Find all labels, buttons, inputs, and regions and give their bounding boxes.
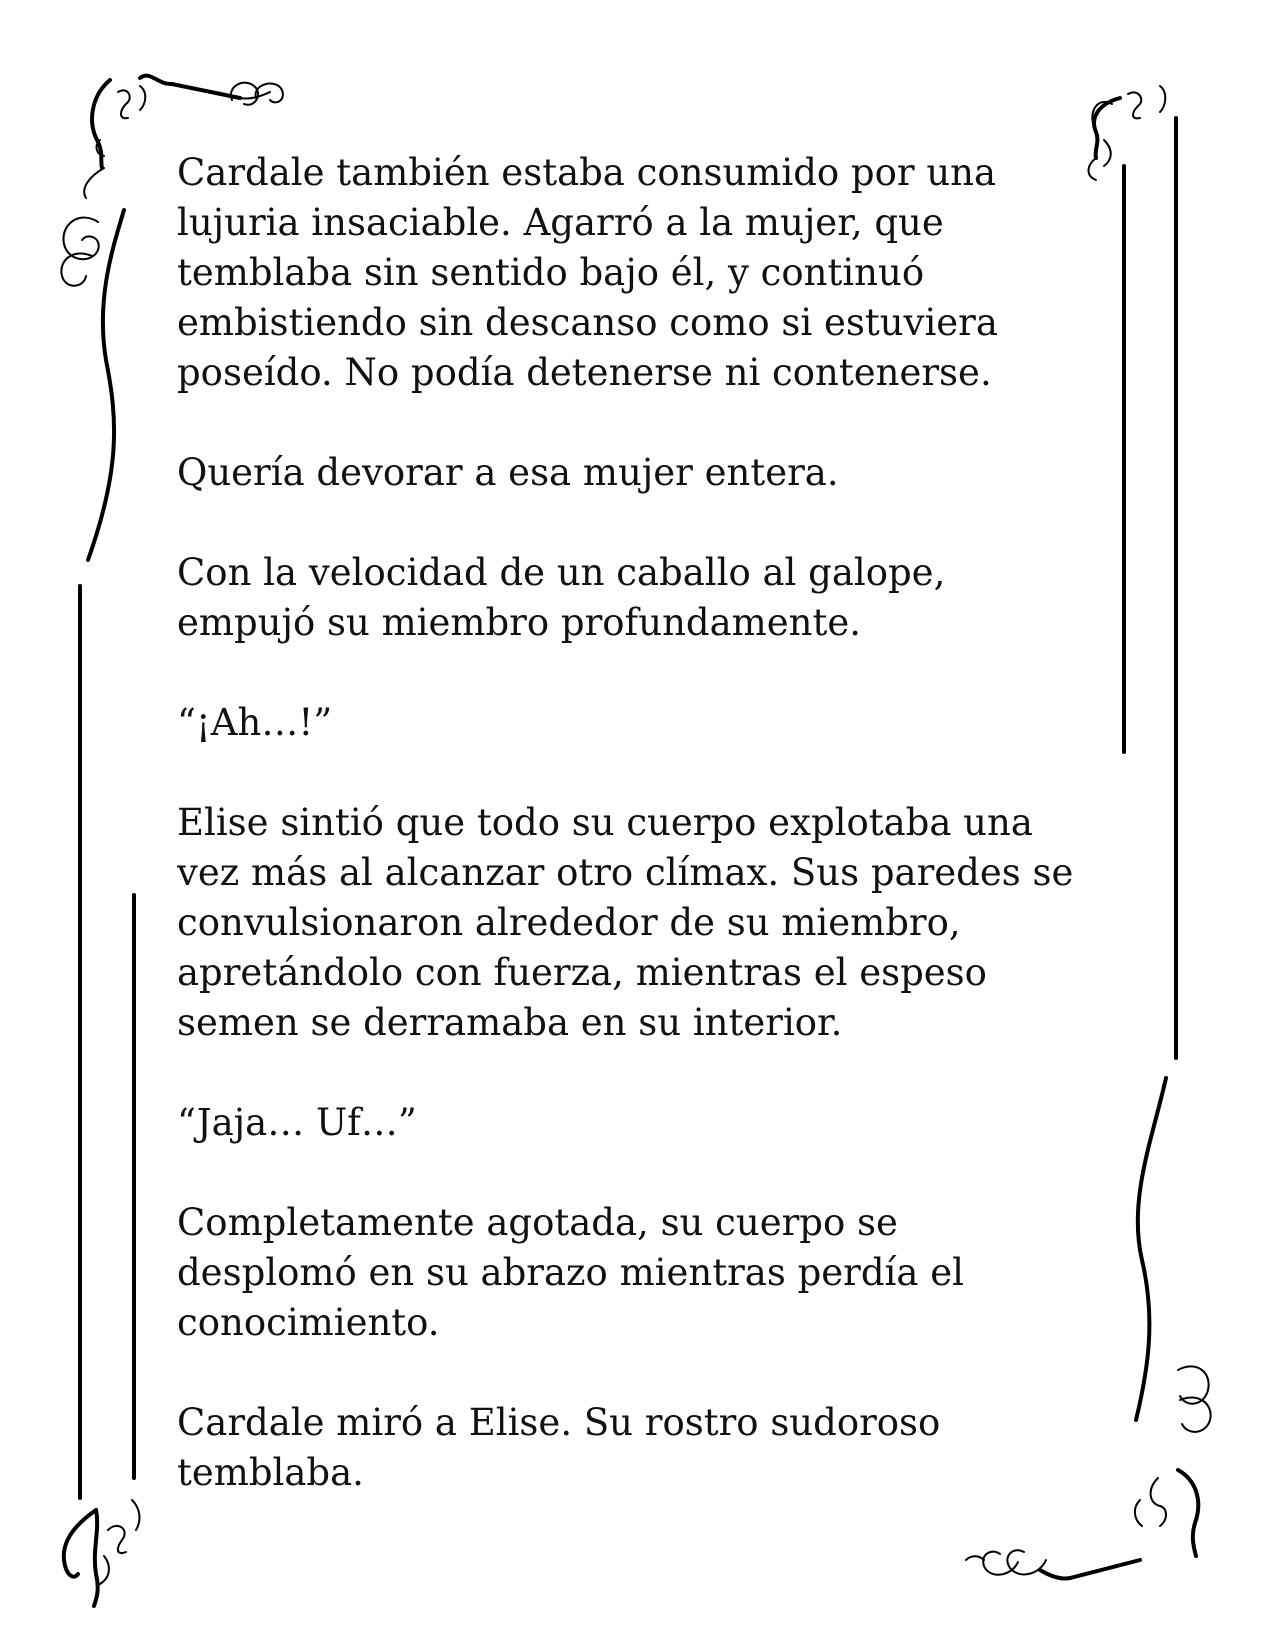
- paragraph-8: Cardale miró a Elise. Su rostro sudoroso temblaba.: [177, 1401, 941, 1494]
- story-text: [177, 148, 1107, 1548]
- paragraph-5: Elise sintió que todo su cuerpo explotaba una vez más al alcanzar otro clímax. Sus paredes se convulsionaron alrededor de su miembro, apretándolo con fuerza, mientras el espeso semen se derramaba en su interior.: [177, 801, 1074, 1044]
- paragraph-3: Con la velocidad de un caballo al galope, empujó su miembro profundamente.: [177, 551, 946, 644]
- paragraph-1: Cardale también estaba consumido por una lujuria insaciable. Agarró a la mujer, que temblaba sin sentido bajo él, y continuó embistiendo sin descanso como si estuviera poseído. No podía detenerse ni contenerse.: [177, 151, 998, 394]
- paragraph-7: Completamente agotada, su cuerpo se desplomó en su abrazo mientras perdía el conocimiento.: [177, 1201, 964, 1344]
- dialogue-ah: “¡Ah…!”: [177, 701, 333, 744]
- flourish-bottom-left: [64, 1500, 140, 1606]
- dialogue-jaja: “Jaja… Uf…”: [177, 1101, 417, 1144]
- paragraph-2: Quería devorar a esa mujer entera.: [177, 451, 839, 494]
